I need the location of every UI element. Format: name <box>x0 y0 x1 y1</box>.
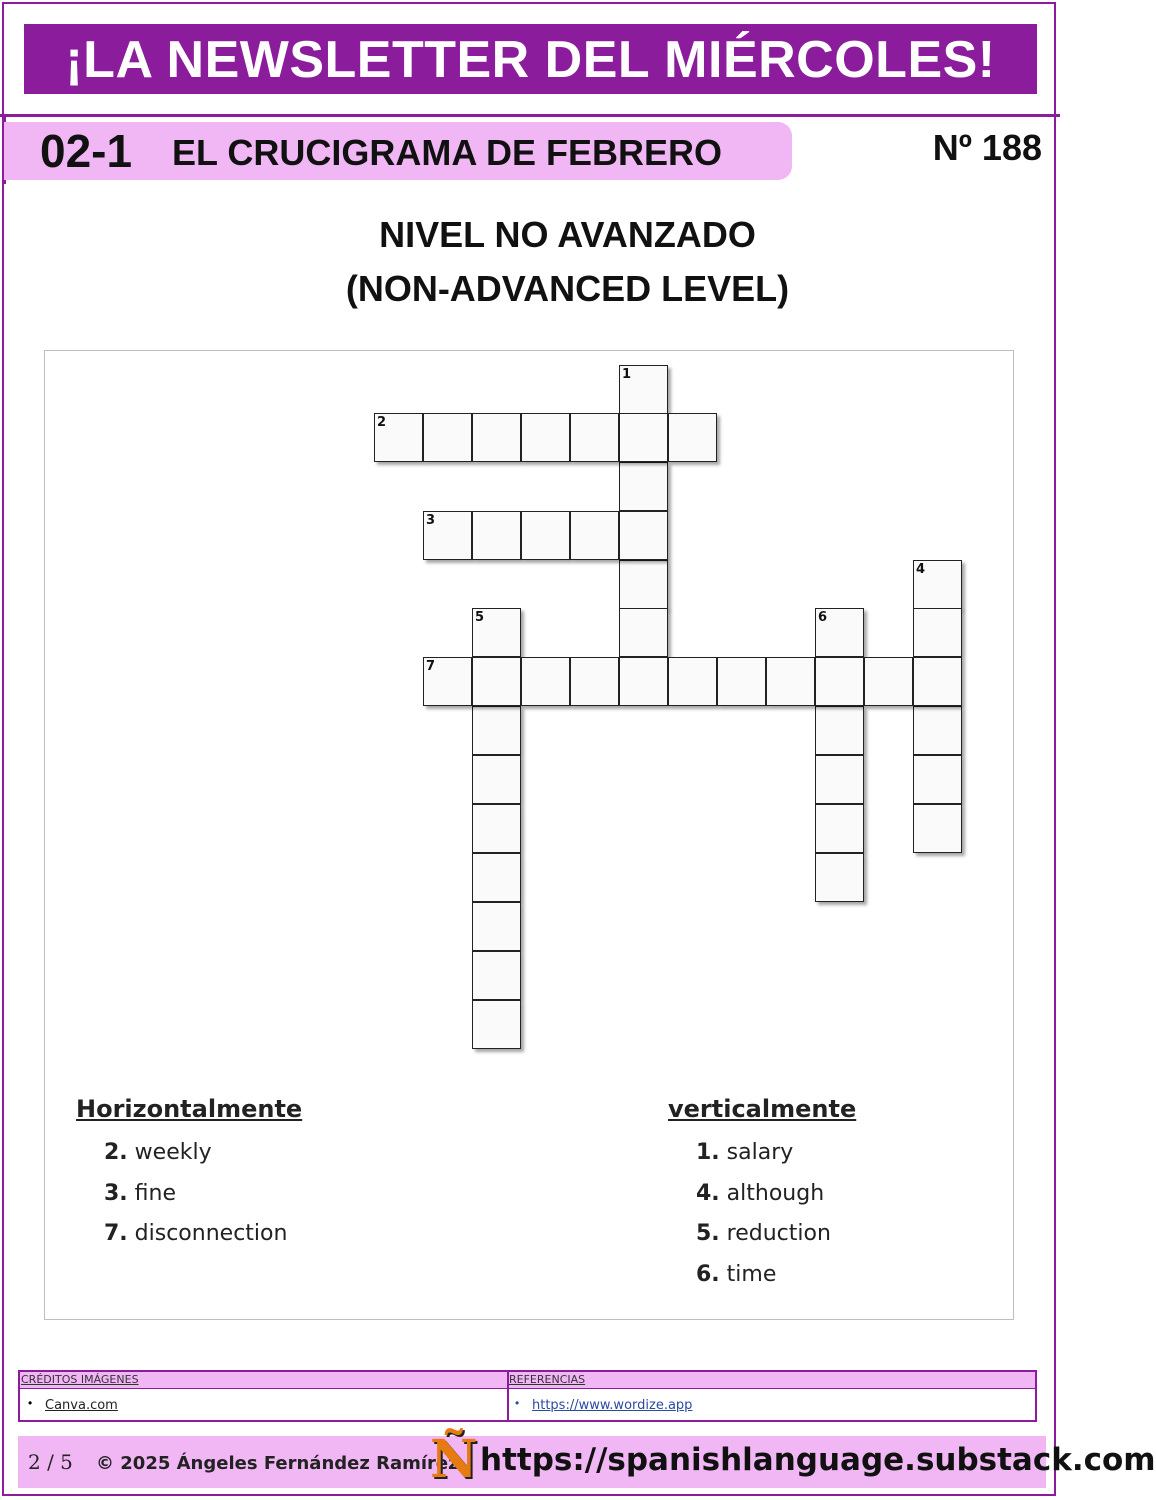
clue-item-text: weekly <box>134 1140 212 1165</box>
crossword-cell[interactable] <box>815 657 864 706</box>
references-heading: REFERENCIAS <box>509 1373 586 1386</box>
crossword-cell[interactable] <box>570 657 619 706</box>
issue-number: Nº 188 <box>932 127 1042 168</box>
crossword-cell[interactable] <box>472 755 521 804</box>
crossword-cell[interactable] <box>472 1000 521 1049</box>
clue-item-number: 7. <box>104 1221 128 1246</box>
crossword-cell[interactable] <box>619 560 668 609</box>
clue-item <box>668 1174 856 1215</box>
crossword-cell[interactable] <box>619 365 668 414</box>
clue-item <box>76 1214 302 1255</box>
clue-item-text: reduction <box>726 1221 831 1246</box>
wordize-link[interactable]: https://www.wordize.app <box>532 1398 693 1413</box>
clue-item-number: 3. <box>104 1180 128 1206</box>
crossword-cell[interactable] <box>913 804 962 853</box>
clue-item-number: 1. <box>696 1140 720 1165</box>
clue-item <box>668 1133 856 1174</box>
copyright: © 2025 Ángeles Fernández Ramírez <box>96 1453 459 1474</box>
crossword-cell[interactable] <box>472 657 521 706</box>
crossword-cell[interactable] <box>913 657 962 706</box>
clues-down-heading: verticalmente <box>668 1095 857 1123</box>
crossword-cell[interactable] <box>815 804 864 853</box>
clue-item-number: 4. <box>696 1180 720 1206</box>
crossword-cell[interactable] <box>815 853 864 902</box>
clues-across-heading: Horizontalmente <box>76 1095 303 1123</box>
crossword-cell[interactable] <box>472 608 521 657</box>
crossword-cell[interactable] <box>570 413 619 462</box>
clue-item-text: although <box>726 1180 825 1206</box>
crossword-cell[interactable] <box>570 511 619 560</box>
clue-item-number: 6. <box>696 1261 720 1287</box>
crossword-cell[interactable] <box>423 657 472 706</box>
crossword-cell[interactable] <box>619 657 668 706</box>
crossword-cell[interactable] <box>521 657 570 706</box>
canva-link[interactable]: Canva.com <box>45 1398 118 1413</box>
clue-item <box>668 1214 856 1255</box>
brand-logo-icon: Ñ <box>430 1429 478 1490</box>
section-title: EL CRUCIGRAMA DE FEBRERO <box>172 132 723 173</box>
clue-item-text: disconnection <box>134 1221 288 1246</box>
crossword-cell[interactable] <box>913 755 962 804</box>
crossword-cell[interactable] <box>472 511 521 560</box>
crossword-cell[interactable] <box>864 657 913 706</box>
crossword-cell[interactable] <box>815 608 864 657</box>
bullet-icon: • <box>28 1396 33 1410</box>
crossword-cell[interactable] <box>472 706 521 755</box>
clue-number: 2 <box>377 415 387 430</box>
crossword-cell[interactable] <box>815 755 864 804</box>
crossword-cell[interactable] <box>766 657 815 706</box>
clue-item-text: salary <box>726 1140 794 1165</box>
clue-number: 4 <box>916 562 926 577</box>
clues-down <box>668 1095 856 1295</box>
clue-item-text: time <box>726 1261 777 1287</box>
crossword-cell[interactable] <box>619 511 668 560</box>
crossword-cell[interactable] <box>668 413 717 462</box>
bullet-icon: • <box>515 1396 520 1410</box>
crossword-cell[interactable] <box>913 608 962 657</box>
crossword-cell[interactable] <box>619 608 668 657</box>
clue-item-number: 5. <box>696 1221 720 1246</box>
crossword-cell[interactable] <box>472 413 521 462</box>
crossword-cell[interactable] <box>423 413 472 462</box>
crossword-panel <box>44 350 1014 1320</box>
crossword-cell[interactable] <box>472 853 521 902</box>
clue-number: 6 <box>818 610 828 625</box>
crossword-cell[interactable] <box>472 902 521 951</box>
crossword-cell[interactable] <box>521 511 570 560</box>
clue-item-text: fine <box>134 1180 177 1206</box>
crossword-cell[interactable] <box>472 951 521 1000</box>
crossword-cell[interactable] <box>619 413 668 462</box>
section-number: 02-1 <box>40 125 133 177</box>
image-credits-heading: CRÉDITOS IMÁGENES <box>21 1373 139 1386</box>
site-link[interactable]: https://spanishlanguage.substack.com <box>480 1442 1156 1478</box>
clue-item <box>668 1255 856 1296</box>
divider <box>0 114 1060 117</box>
crossword-cell[interactable] <box>472 804 521 853</box>
credits-table <box>18 1370 1037 1422</box>
clues-across <box>76 1095 302 1255</box>
clue-item-number: 2. <box>104 1140 128 1165</box>
clue-number: 3 <box>426 513 436 528</box>
crossword-cell[interactable] <box>668 657 717 706</box>
level-title: NIVEL NO AVANZADO <box>379 214 756 255</box>
clue-number: 1 <box>622 367 632 382</box>
crossword-cell[interactable] <box>423 511 472 560</box>
crossword-cell[interactable] <box>913 706 962 755</box>
crossword-cell[interactable] <box>619 462 668 511</box>
crossword-cell[interactable] <box>521 413 570 462</box>
footer <box>18 1429 1156 1490</box>
clue-item <box>76 1174 302 1215</box>
clue-item <box>76 1133 302 1174</box>
clue-number: 5 <box>475 610 485 625</box>
section-header <box>4 122 792 180</box>
crossword-cell[interactable] <box>717 657 766 706</box>
level-subtitle: (NON-ADVANCED LEVEL) <box>345 268 790 309</box>
page-indicator: 2 / 5 <box>28 1450 73 1474</box>
newsletter-banner: ¡LA NEWSLETTER DEL MIÉRCOLES! <box>24 24 1037 94</box>
crossword-cell[interactable] <box>374 413 423 462</box>
clue-number: 7 <box>426 659 436 674</box>
crossword-cell[interactable] <box>815 706 864 755</box>
crossword-cell[interactable] <box>913 560 962 609</box>
